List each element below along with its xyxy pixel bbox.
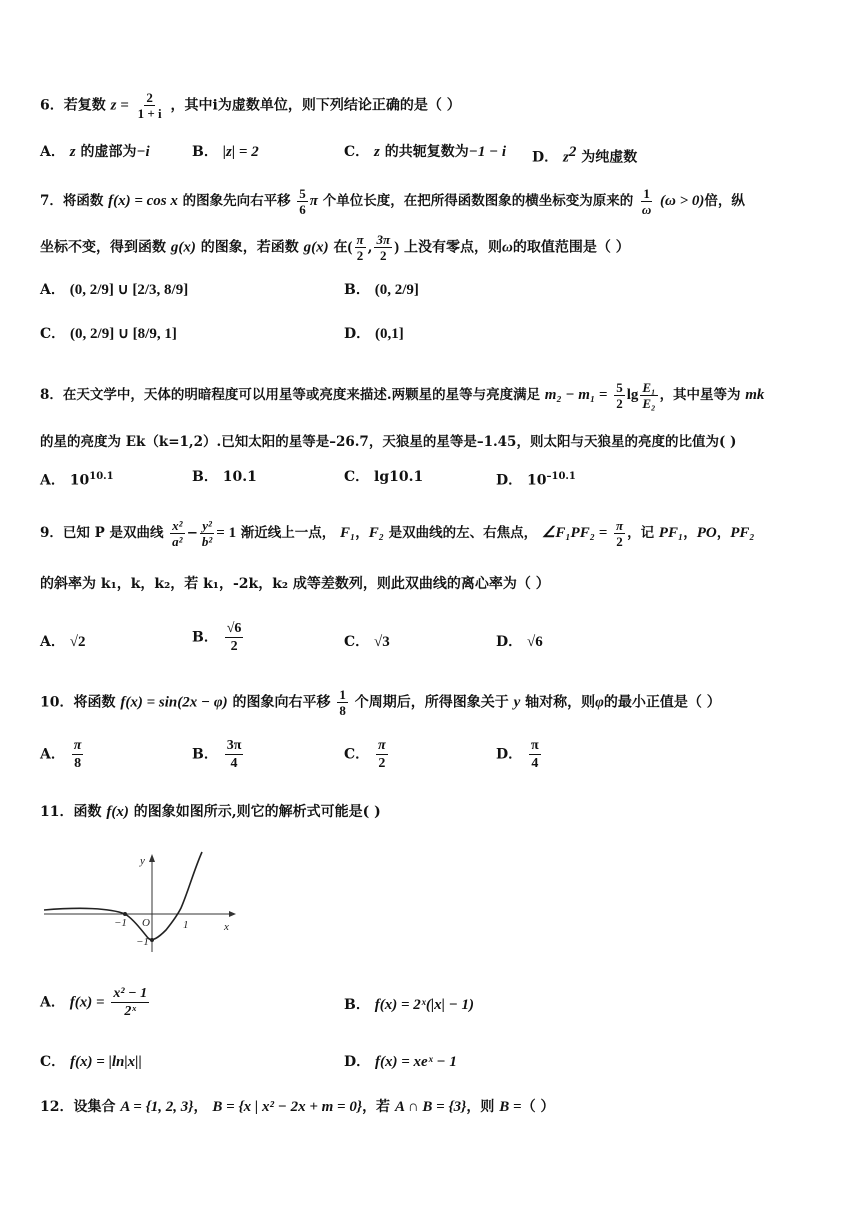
q7-option-c — [40, 324, 177, 344]
q10-option-a-fraction — [72, 737, 84, 772]
q9-pf2: PF₂ — [730, 525, 755, 541]
q8-line1 — [40, 380, 764, 411]
q7-option-d-label: D． — [344, 326, 371, 342]
q7-line1-end: 倍，纵 — [704, 193, 745, 209]
q7-omega-cond: (ω > 0) — [660, 193, 705, 209]
q10-period-num: 1 — [339, 687, 346, 702]
q10-option-b-label: B． — [192, 746, 218, 763]
q9-angle-num: π — [615, 518, 624, 533]
q10-phi: φ — [595, 694, 604, 711]
q10-option-c-num: π — [378, 738, 386, 753]
q10-option-b-den: 4 — [230, 756, 238, 771]
q10-option-b-fraction — [225, 737, 244, 772]
q12-pre: 12．设集合 — [40, 1099, 116, 1115]
q6-stem — [40, 90, 461, 121]
q6-option-a — [40, 142, 150, 162]
q7-line2-in: 在 — [333, 239, 348, 256]
q9-pf1: PF₁ — [658, 525, 684, 541]
q6-option-b-label: B． — [192, 144, 218, 160]
q7-line1-mid2: 个单位长度，在把所得函数图象的横坐标变为原来的 — [322, 193, 634, 209]
q6-option-a-math: z — [69, 144, 76, 160]
q9-line1: 9．已知 P 是双曲线 $\frac{\text{x²}}{\text{a²}}$ − $\frac{\text{y²}}{\text{b²}}$ = 1 渐近线上一点， F₁，F₂ 是双曲线的左、右焦点， ∠F₁PF₂ = $\frac{\pi}{2}$ ，记 PF₁，PO，PF₂ — [40, 518, 755, 549]
x-axis-label: x — [224, 921, 229, 933]
q8-line2 — [40, 432, 736, 452]
q11-function-graph — [40, 848, 240, 958]
q7-shift-fraction — [297, 186, 308, 217]
q12-end-pre: ，则 — [466, 1099, 495, 1115]
q7-int-open: ( — [347, 239, 353, 256]
q6-option-c-text: 的共轭复数为 — [384, 144, 469, 160]
q8-option-c-base: lg10.1 — [374, 469, 424, 485]
q10-fx: f(x) = sin(2x − φ) — [120, 694, 228, 711]
q8-option-a-label: A． — [40, 472, 65, 489]
q9-option-d — [496, 632, 543, 652]
q11-option-d-label: D． — [344, 1054, 371, 1070]
q11-option-d — [344, 1052, 457, 1072]
q9-hyp-b — [200, 518, 214, 549]
q7-line1 — [40, 186, 745, 217]
y-axis-arrow-icon — [149, 854, 155, 862]
tick-label-neg-one-x: −1 — [114, 917, 127, 929]
q9-line1-mid2: 是双曲线的左、右焦点， — [388, 525, 538, 541]
q8-coef-num: 5 — [616, 380, 623, 395]
q7-line2-tail: 的取值范围是（ ） — [512, 239, 630, 256]
q9-hyp-b-den: b² — [201, 534, 213, 549]
q9-option-c-label: C． — [344, 634, 370, 650]
q6-z-den: 1 + i — [137, 106, 162, 121]
q8-option-c-label: C． — [344, 469, 370, 485]
q6-option-b-math: |z| = 2 — [222, 144, 259, 160]
q9-hyp-a-den: a² — [172, 534, 183, 549]
q9-option-b-label: B． — [192, 629, 218, 646]
q6-stem-prefix: 6．若复数 — [40, 97, 106, 114]
q10-option-a — [40, 737, 85, 772]
q7-gx: g(x) — [170, 239, 196, 256]
q11-option-a-fraction — [111, 985, 149, 1020]
q11-option-c — [40, 1052, 142, 1072]
q7-line2-end: 上没有零点，则 — [403, 239, 502, 256]
q10-end: 的最小正值是（ ） — [603, 694, 721, 711]
q6-option-c-math2: −1 − i — [468, 144, 507, 160]
q11-option-a — [40, 985, 151, 1020]
q9-option-a — [40, 632, 85, 652]
q6-option-b — [192, 142, 259, 162]
q7-int-b — [374, 232, 392, 263]
q8-line1-pre: 8．在天文学中，天体的明暗程度可以用星等或亮度来描述.两颗星的星等与亮度满足 — [40, 387, 541, 403]
q11-option-a-label: A． — [40, 994, 65, 1011]
q6-stem-suffix: ，其中i为虚数单位，则下列结论正确的是（ ） — [170, 97, 461, 114]
q7-option-c-label: C． — [40, 326, 66, 342]
q8-option-a-base: 10 — [69, 472, 90, 489]
q12-answer-lhs: B = — [499, 1099, 522, 1115]
q8-option-a — [40, 467, 114, 491]
q8-option-b-base: 10.1 — [222, 469, 257, 485]
q12-mid: ，若 — [362, 1099, 391, 1115]
q6-option-d-text: 为纯虚数 — [581, 149, 638, 166]
q10-option-d-label: D． — [496, 746, 523, 763]
q10-mid: 的图象向右平移 — [232, 694, 331, 711]
q10-option-b — [192, 737, 245, 772]
q7-gx2: g(x) — [303, 239, 329, 256]
q8-option-d-base: 10 — [527, 472, 547, 489]
q6-option-a-math2: −i — [136, 144, 150, 160]
q6-option-d — [532, 142, 637, 168]
q10-option-d-fraction — [529, 737, 541, 772]
q8-coef-fraction — [614, 380, 625, 411]
q9-option-b — [192, 620, 245, 655]
q7-shift-pi: π — [309, 193, 318, 209]
q8-eq-lhs: m₂ − m₁ = — [544, 387, 608, 403]
q8-option-c — [344, 467, 423, 487]
q9-hyp-a — [170, 518, 184, 549]
q11-option-b-value: f(x) = 2ˣ(|x| − 1) — [374, 997, 475, 1013]
q12-sep: ， — [193, 1099, 208, 1115]
q9-hyp-eq: = 1 — [216, 525, 237, 541]
q9-line1-pre: 9．已知 P 是双曲线 — [40, 525, 164, 541]
q9-option-d-label: D． — [496, 634, 523, 650]
q10-option-c — [344, 737, 390, 772]
y-axis-label: y — [140, 855, 145, 867]
q9-line1-end: ，记 — [627, 525, 655, 541]
q7-omega-fraction — [640, 186, 653, 217]
q7-option-b-value: (0, 2/9] — [374, 282, 419, 298]
q10-option-b-num: 3π — [226, 738, 242, 753]
q7-int-a-den: 2 — [356, 248, 364, 263]
q8-mk: mk — [745, 387, 765, 403]
q7-option-a — [40, 280, 188, 300]
q9-option-a-value: √2 — [69, 634, 86, 650]
q6-z-num: 2 — [146, 90, 153, 105]
q7-option-d — [344, 324, 404, 344]
q8-option-d-sup: –10.1 — [546, 471, 576, 482]
q6-option-c-label: C． — [344, 144, 370, 160]
q8-line2-text: 的星的亮度为 Ek（k=1,2）.已知太阳的星等是–26.7，天狼星的星等是–1.45，则太阳与天狼星的亮度的比值为( ) — [40, 434, 737, 450]
q7-option-b — [344, 280, 419, 300]
q9-option-b-fraction — [225, 620, 244, 655]
q10-period-den: 8 — [339, 703, 346, 718]
q8-e-den: E₂ — [642, 396, 656, 411]
q6-option-a-text: 的虚部为 — [80, 144, 137, 160]
tick-label-neg-one-y: −1 — [136, 936, 149, 948]
q11-option-a-num: x² − 1 — [113, 986, 148, 1001]
q8-lg: lg — [626, 387, 639, 403]
q11-fx: f(x) — [106, 804, 129, 820]
q9-option-b-den: 2 — [230, 639, 238, 654]
q8-e-fraction — [640, 380, 657, 411]
q8-coef-den: 2 — [616, 396, 623, 411]
q7-shift-num: 5 — [299, 186, 306, 201]
q9-angle-den: 2 — [616, 534, 623, 549]
q7-int-b-den: 2 — [380, 248, 387, 263]
q10-stem — [40, 687, 721, 718]
q12-set-a: A = {1, 2, 3} — [120, 1099, 194, 1115]
q8-option-d-label: D． — [496, 472, 523, 489]
q8-e-num: E₁ — [642, 380, 656, 395]
q10-option-d-num: π — [531, 738, 539, 753]
q7-line2-mid: 的图象，若函数 — [200, 239, 299, 256]
q8-option-d — [496, 467, 576, 491]
q6-option-d-sup: 2 — [568, 144, 577, 160]
q9-option-b-num: √6 — [226, 621, 242, 636]
q10-option-d — [496, 737, 543, 772]
q10-option-a-num: π — [73, 738, 82, 753]
q8-line1-end: ，其中星等为 — [659, 387, 741, 403]
q12-end: （ ） — [521, 1099, 555, 1115]
q7-option-a-label: A． — [40, 282, 65, 298]
q10-pre: 10．将函数 — [40, 694, 116, 711]
q11-pre: 11．函数 — [40, 804, 102, 820]
tick-label-one-x: 1 — [183, 919, 189, 931]
q7-int-b-num: 3π — [376, 232, 391, 247]
point-neg-one-zero — [123, 912, 127, 916]
q8-option-b-label: B． — [192, 469, 218, 485]
q7-omega-num: 1 — [643, 186, 650, 201]
q9-line2-text: 的斜率为 k₁，k，k₂，若 k₁，-2k，k₂ 成等差数列，则此双曲线的离心率为（ ） — [40, 576, 550, 592]
q7-int-a-num: π — [356, 232, 364, 247]
q9-line2 — [40, 574, 550, 594]
q10-mid2: 个周期后，所得图象关于 — [354, 694, 509, 711]
q9-f2: F₂ — [368, 525, 384, 541]
point-zero-neg-one — [150, 938, 154, 942]
q9-angle-fraction — [614, 518, 625, 549]
q9-angle: ∠F₁PF₂ = — [541, 525, 608, 541]
q6-option-d-math: z — [563, 149, 569, 166]
q7-option-a-value: (0, 2/9] ∪ [2/3, 8/9] — [69, 282, 189, 298]
q8-option-b — [192, 467, 257, 487]
q9-f1: F₁ — [340, 525, 356, 541]
q9-hyp-b-num: y² — [202, 518, 212, 533]
q10-option-c-den: 2 — [378, 756, 386, 771]
q7-line1-mid: 的图象先向右平移 — [182, 193, 291, 209]
q10-option-c-label: C． — [344, 746, 370, 763]
x-axis-arrow-icon — [229, 911, 236, 917]
q9-line1-mid: 渐近线上一点， — [240, 525, 336, 541]
q9-hyp-a-num: x² — [172, 518, 183, 533]
q7-option-c-value: (0, 2/9] ∪ [8/9, 1] — [70, 326, 177, 342]
q12-stem — [40, 1097, 554, 1117]
q6-option-c-math: z — [374, 144, 380, 160]
q9-option-c — [344, 632, 390, 652]
q10-mid3: 轴对称，则 — [525, 694, 596, 711]
q7-option-b-label: B． — [344, 282, 370, 298]
q9-option-c-value: √3 — [374, 634, 390, 650]
q11-option-d-value: f(x) = xeˣ − 1 — [375, 1054, 457, 1070]
q10-option-c-fraction — [376, 737, 388, 772]
q11-option-a-den: 2ˣ — [124, 1004, 137, 1019]
q10-period-fraction — [337, 687, 348, 718]
q11-option-c-value: f(x) = |ln|x|| — [70, 1054, 142, 1070]
q9-option-d-value: √6 — [527, 634, 543, 650]
q11-option-c-label: C． — [40, 1054, 66, 1070]
q7-line2-pre: 坐标不变，得到函数 — [40, 239, 166, 256]
q6-option-d-label: D． — [532, 149, 559, 166]
q12-condition: A ∩ B = {3} — [394, 1099, 467, 1115]
q10-option-d-den: 4 — [531, 756, 539, 771]
q9-po: PO — [696, 525, 717, 541]
q7-int-a — [355, 232, 366, 263]
q6-option-c — [344, 142, 506, 162]
q7-line2: 坐标不变，得到函数 g(x) 的图象，若函数 g(x) 在( $\frac{\pi}{2}$ , $\frac{3\pi}{2}$ ) 上没有零点，则ω的取值范围是（ ） — [40, 232, 630, 263]
q8-option-a-sup: 10.1 — [89, 471, 114, 482]
q7-shift-den: 6 — [299, 202, 306, 217]
q9-option-a-label: A． — [40, 634, 65, 650]
q10-y: y — [513, 694, 521, 711]
q11-option-b-label: B． — [344, 997, 370, 1013]
q10-option-a-label: A． — [40, 746, 65, 763]
q6-z-lhs: z = — [110, 97, 129, 114]
q6-option-a-label: A． — [40, 144, 65, 160]
q7-line1-pre: 7．将函数 — [40, 193, 104, 209]
origin-label: O — [142, 917, 150, 929]
q7-omega-den: ω — [641, 202, 652, 217]
q7-int-close: ) — [394, 239, 400, 256]
q11-end: 的图象如图所示,则它的解析式可能是( ) — [133, 804, 381, 820]
q7-omega: ω — [501, 239, 513, 256]
q12-set-b: B = {x | x² − 2x + m = 0} — [212, 1099, 363, 1115]
q6-z-fraction — [136, 90, 164, 121]
q11-option-b — [344, 995, 474, 1015]
q10-option-a-den: 8 — [74, 756, 82, 771]
q11-option-a-lhs: f(x) = — [69, 994, 105, 1011]
q7-option-d-value: (0,1] — [375, 326, 404, 342]
q11-stem — [40, 802, 381, 822]
q7-fx: f(x) = cos x — [108, 193, 178, 209]
